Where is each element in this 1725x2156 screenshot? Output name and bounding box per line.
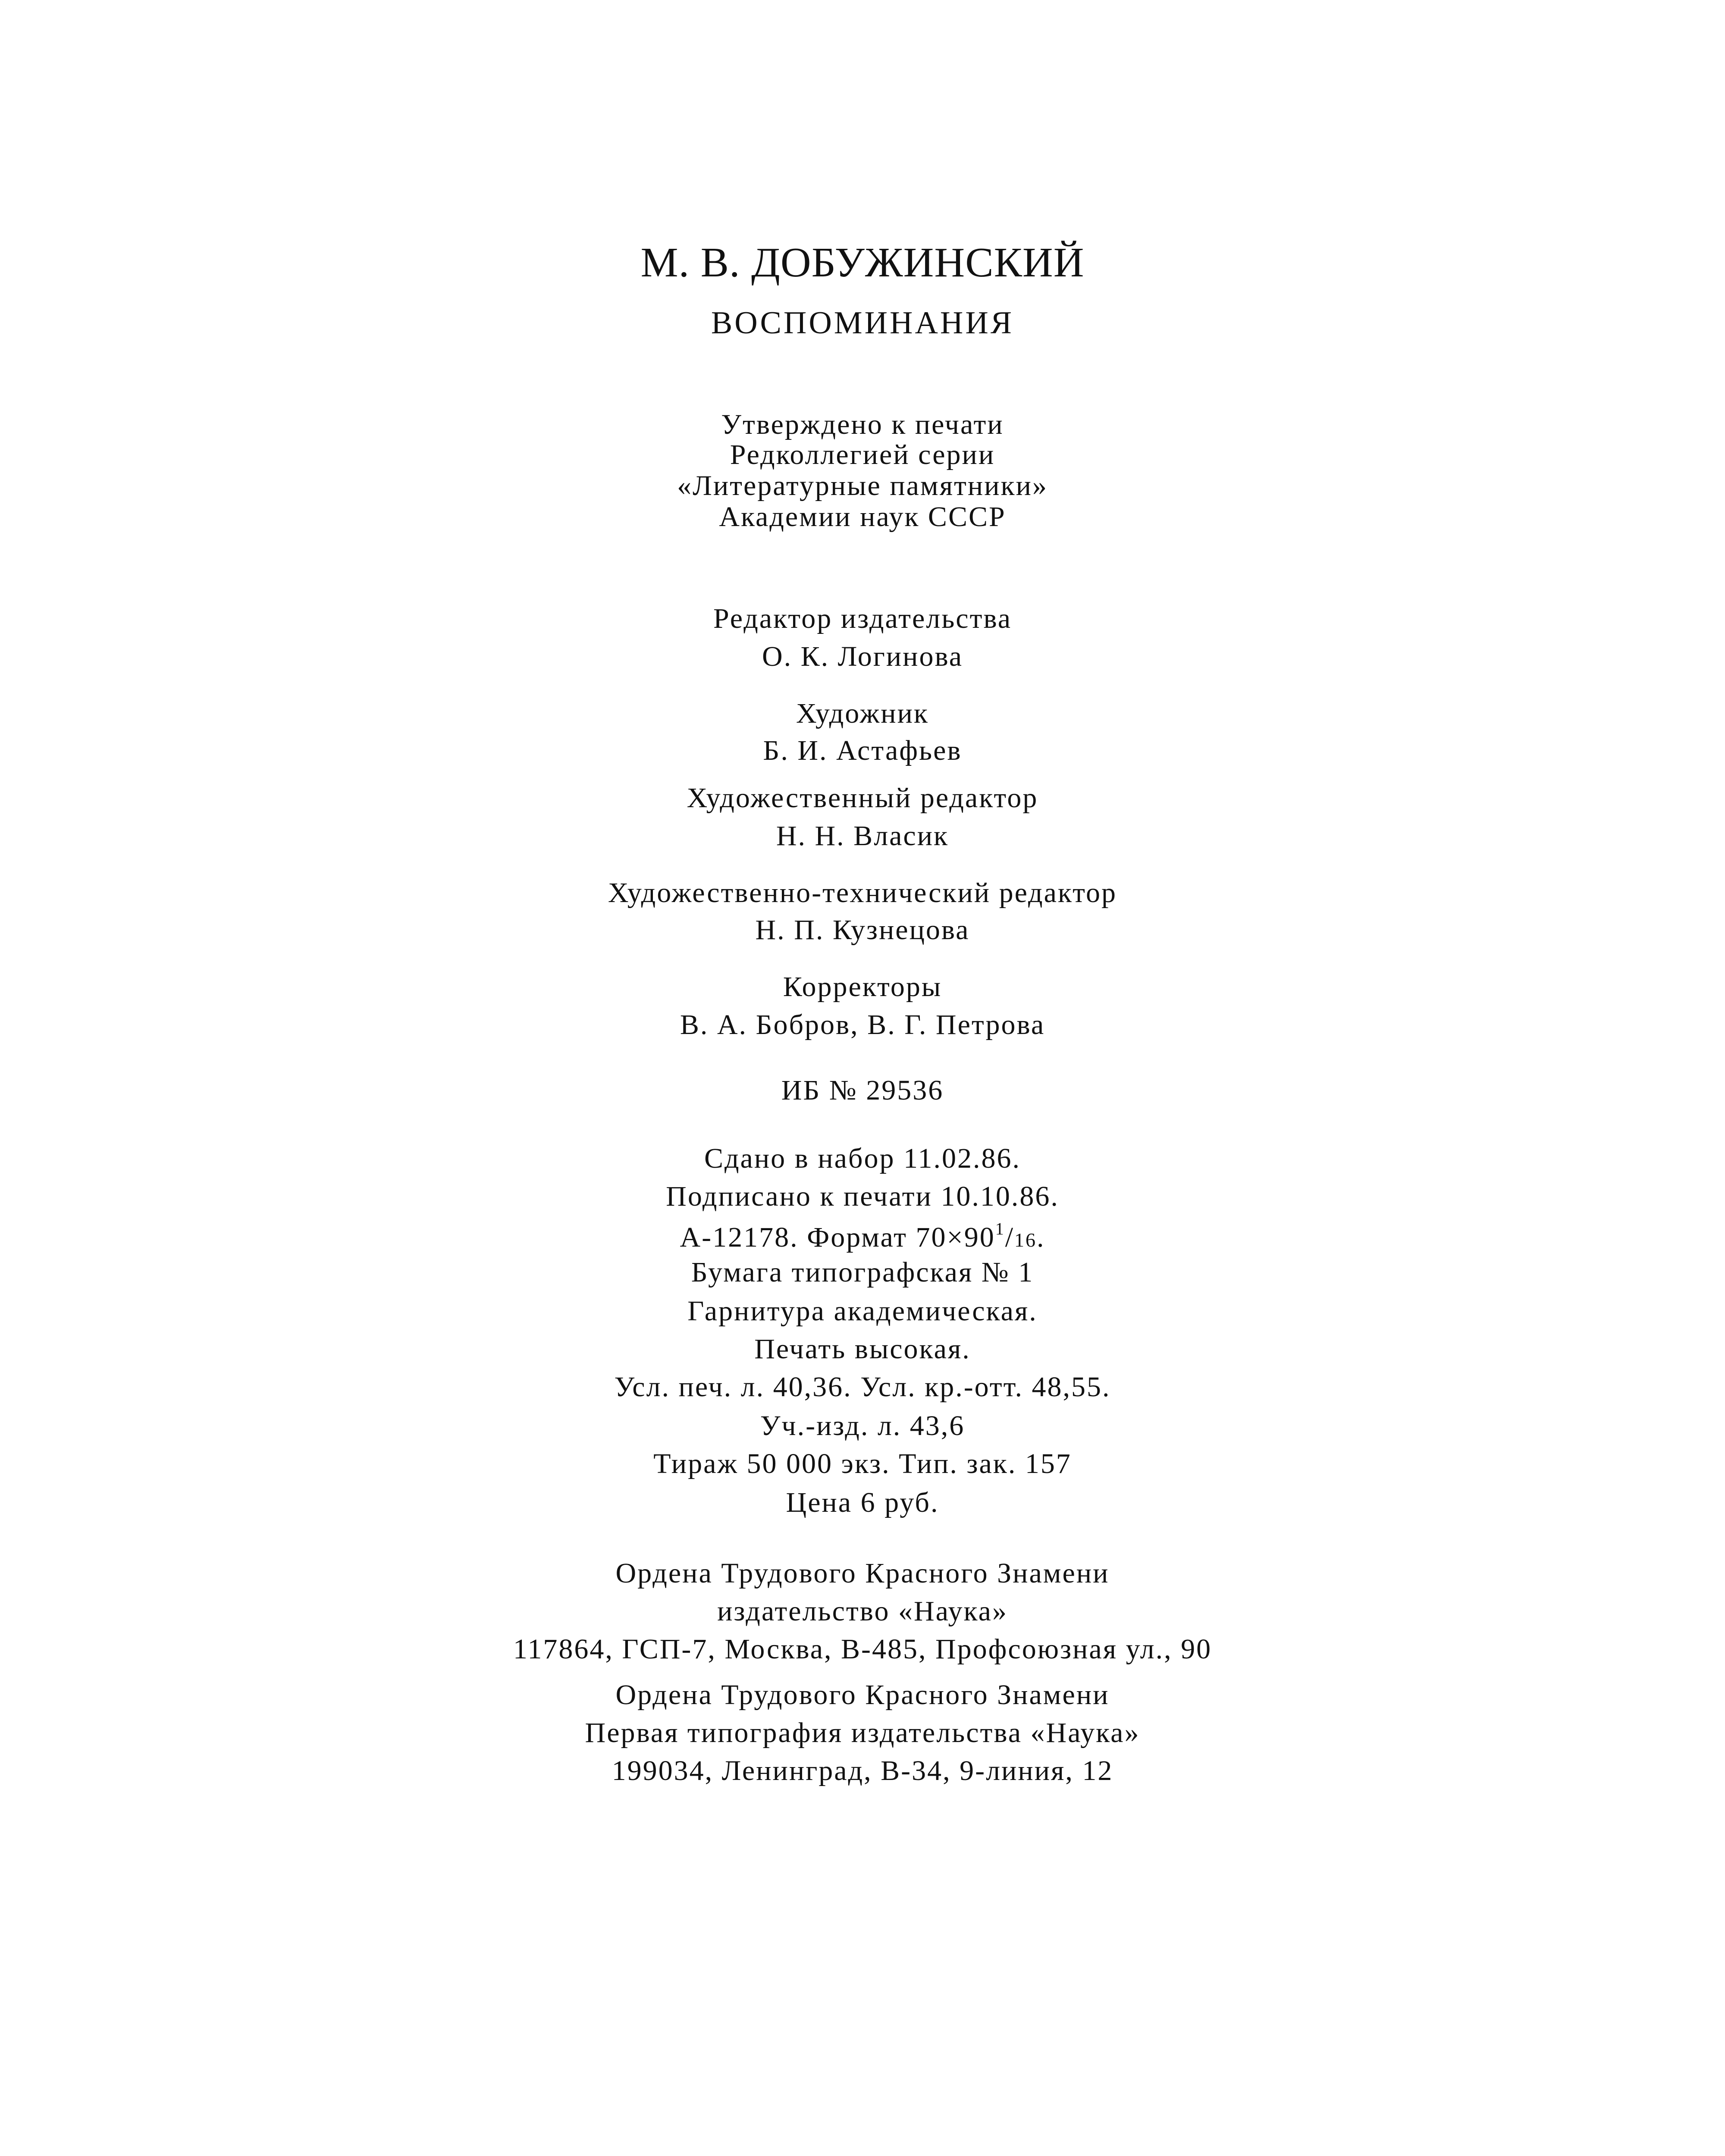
circulation: Тираж 50 000 экз. Тип. зак. 157 [653, 1448, 1072, 1479]
credit-name-art-editor: Н. Н. Власик [776, 820, 949, 852]
publisher-address: 117864, ГСП-7, Москва, В-485, Профсоюзная ул., 90 [513, 1633, 1212, 1665]
format-prefix: А-12178. Формат 70×90 [680, 1222, 995, 1253]
credit-role-editor: Редактор издательства [713, 603, 1012, 634]
format-separator: / [1005, 1222, 1015, 1253]
printer-line-1: Ордена Трудового Красного Знамени [615, 1679, 1110, 1711]
credit-name-proofreaders: В. А. Бобров, В. Г. Петрова [680, 1009, 1045, 1040]
approval-line-4: Академии наук СССР [719, 501, 1006, 533]
credit-name-editor: О. К. Логинова [762, 641, 963, 672]
paper-type: Бумага типографская № 1 [691, 1257, 1034, 1288]
publisher-line-2: издательство «Наука» [717, 1595, 1008, 1627]
book-title: ВОСПОМИНАНИЯ [711, 305, 1014, 341]
print-type: Печать высокая. [754, 1333, 971, 1365]
price: Цена 6 руб. [786, 1487, 939, 1518]
credit-role-art-editor: Художественный редактор [687, 782, 1038, 814]
credit-role-artist: Художник [796, 698, 929, 729]
credit-name-artist: Б. И. Астафьев [763, 735, 962, 766]
credit-name-tech-editor: Н. П. Кузнецова [755, 914, 970, 946]
printer-address: 199034, Ленинград, В-34, 9-линия, 12 [612, 1755, 1113, 1786]
approval-line-2: Редколлегией серии [730, 439, 995, 470]
format-end: . [1037, 1222, 1045, 1253]
printer-line-2: Первая типография издательства «Наука» [585, 1717, 1140, 1749]
format-superscript: 1 [995, 1219, 1005, 1238]
edition-sheets: Уч.-изд. л. 43,6 [760, 1410, 965, 1442]
sent-to-typesetting: Сдано в набор 11.02.86. [704, 1143, 1021, 1174]
approval-line-1: Утверждено к печати [721, 409, 1004, 440]
print-sheets: Усл. печ. л. 40,36. Усл. кр.-отт. 48,55. [614, 1371, 1111, 1403]
signed-for-print: Подписано к печати 10.10.86. [666, 1181, 1059, 1212]
print-format [0, 1220, 1725, 1252]
format-subscript: 16 [1014, 1229, 1037, 1251]
typeface: Гарнитура академическая. [687, 1295, 1038, 1327]
ib-number: ИБ № 29536 [781, 1075, 944, 1106]
publisher-line-1: Ордена Трудового Красного Знамени [615, 1557, 1110, 1589]
credit-role-tech-editor: Художественно-технический редактор [608, 877, 1117, 909]
credit-role-proofreaders: Корректоры [783, 971, 942, 1003]
approval-line-3: «Литературные памятники» [677, 470, 1048, 501]
book-author: М. В. ДОБУЖИНСКИЙ [640, 239, 1085, 286]
